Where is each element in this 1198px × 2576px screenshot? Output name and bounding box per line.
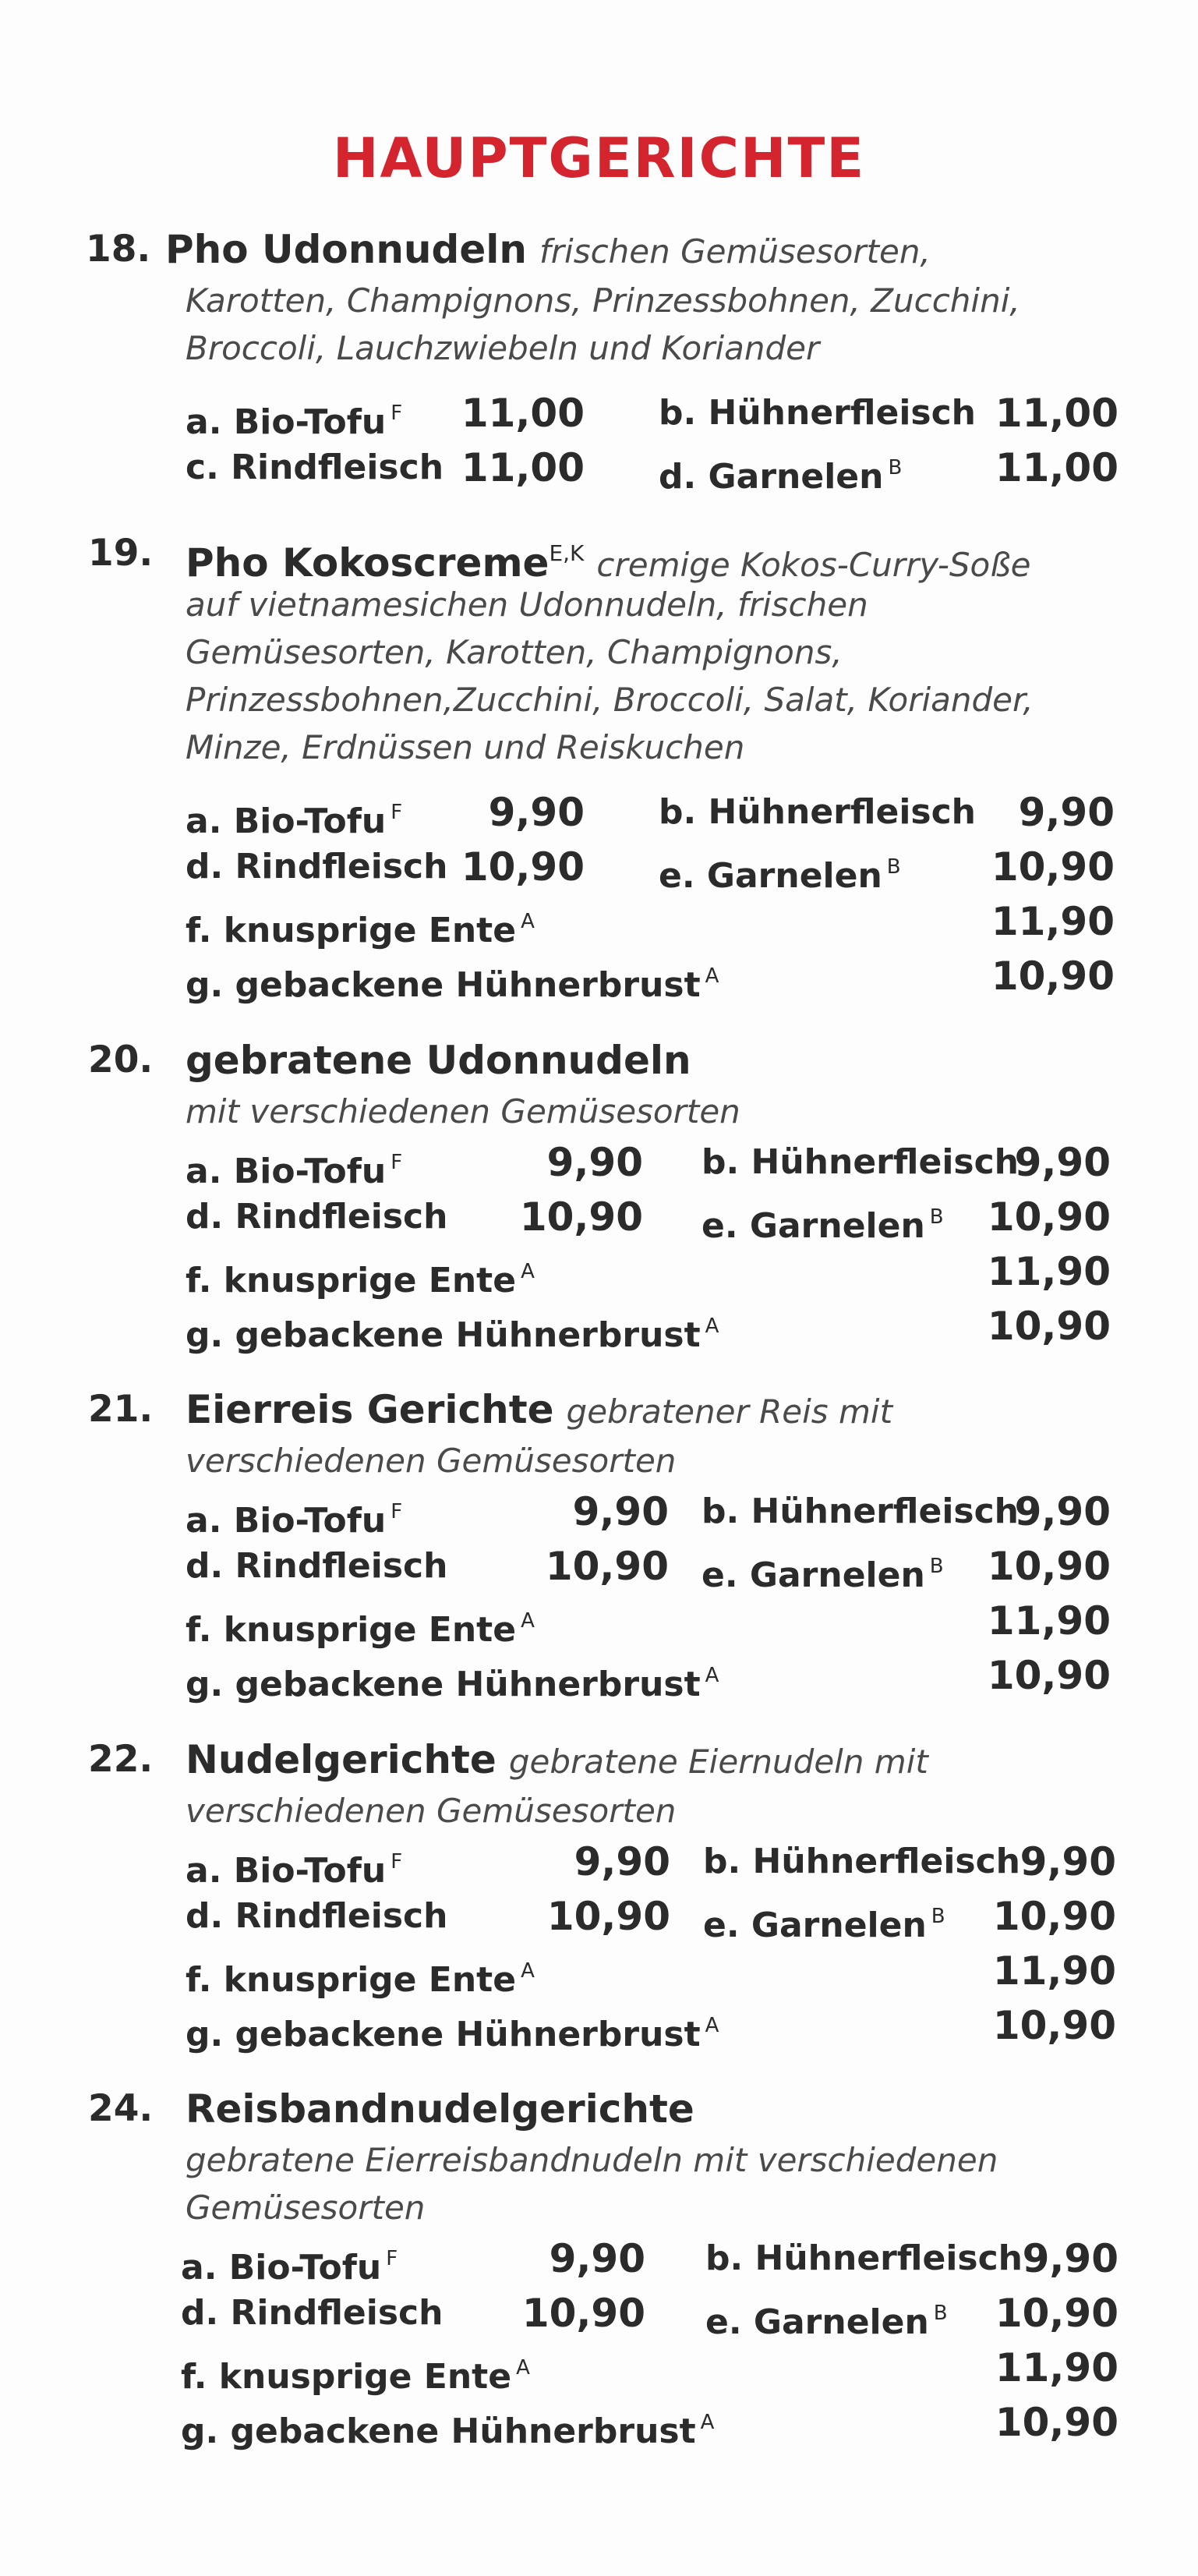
option-row xyxy=(0,1998,1198,2053)
option-price: 11,90 xyxy=(987,1598,1111,1644)
dish-description xyxy=(186,277,1121,372)
option-price: 10,90 xyxy=(987,1653,1111,1698)
option-name: a. Bio-Tofu xyxy=(186,1501,387,1541)
option-label xyxy=(659,441,902,504)
description-line: verschiedenen Gemüsesorten xyxy=(186,1442,677,1480)
option-label xyxy=(181,2395,714,2459)
allergen-code: B xyxy=(931,1905,945,1928)
description-line: mit verschiedenen Gemüsesorten xyxy=(186,1092,740,1131)
option-price: 11,00 xyxy=(461,391,585,436)
dish-description xyxy=(186,1437,1121,1484)
option-label xyxy=(186,1889,447,1944)
dish-number: 18. xyxy=(86,228,151,271)
dish-section xyxy=(0,2082,1198,2450)
option-name: f. knusprige Ente xyxy=(186,911,517,950)
description-line: gebratene Eierreisbandnudeln mit verschiedenen xyxy=(186,2141,998,2179)
allergen-code: A xyxy=(700,2411,715,2434)
option-price: 10,90 xyxy=(995,2400,1118,2445)
option-name: b. Hühnerfleisch xyxy=(703,1842,1020,1881)
dish-description-inline: gebratene Eiernudeln mit xyxy=(508,1743,928,1781)
option-row xyxy=(0,1944,1198,1998)
dish-header xyxy=(0,222,1198,277)
dish-header xyxy=(0,2082,1198,2136)
option-label xyxy=(186,1648,719,1712)
option-row xyxy=(0,386,1198,441)
option-row xyxy=(0,894,1198,949)
option-list xyxy=(0,1135,1198,1353)
dish-name-text: Eierreis Gerichte xyxy=(186,1387,554,1432)
option-name: f. knusprige Ente xyxy=(186,1610,517,1650)
dish-description xyxy=(186,581,1121,771)
option-label xyxy=(181,2286,443,2341)
option-price: 10,90 xyxy=(546,1894,670,1939)
option-list xyxy=(0,372,1198,495)
option-label xyxy=(186,441,444,495)
allergen-code: B xyxy=(888,456,903,479)
option-label xyxy=(701,1484,1019,1539)
allergen-code: A xyxy=(516,2356,530,2380)
option-label xyxy=(186,1299,719,1363)
option-price: 11,90 xyxy=(992,1948,1116,1994)
dish-number: 20. xyxy=(88,1039,154,1081)
option-name: b. Hühnerfleisch xyxy=(701,1142,1019,1182)
option-price: 9,90 xyxy=(546,1140,643,1185)
option-row xyxy=(0,2395,1198,2450)
description-line: verschiedenen Gemüsesorten xyxy=(186,1792,677,1830)
option-price: 11,90 xyxy=(987,1249,1111,1294)
dish-name-text: Reisbandnudelgerichte xyxy=(186,2086,694,2132)
option-price: 10,90 xyxy=(995,2291,1118,2336)
option-row xyxy=(0,2286,1198,2341)
dish-name-text: Pho Kokoscreme xyxy=(186,540,550,586)
dish-section xyxy=(0,526,1198,1003)
option-price: 10,90 xyxy=(545,1544,669,1589)
option-list xyxy=(0,2231,1198,2450)
option-row xyxy=(0,441,1198,495)
description-line: Gemüsesorten, Karotten, Champignons, xyxy=(186,633,843,671)
dish-name xyxy=(186,1737,497,1782)
option-label xyxy=(186,1190,447,1244)
option-row xyxy=(0,2341,1198,2395)
option-list xyxy=(0,1835,1198,2053)
option-name: e. Garnelen xyxy=(701,1555,925,1595)
option-name: a. Bio-Tofu xyxy=(186,801,387,841)
option-name: a. Bio-Tofu xyxy=(186,1152,387,1191)
option-label xyxy=(659,386,976,441)
dish-number: 21. xyxy=(88,1388,154,1431)
option-row xyxy=(0,840,1198,894)
description-line: auf vietnamesichen Udonnudeln, frischen xyxy=(186,586,868,624)
option-name: d. Rindfleisch xyxy=(186,1896,448,1936)
option-name: d. Garnelen xyxy=(659,457,884,497)
option-price: 10,90 xyxy=(992,2003,1116,2048)
allergen-code: A xyxy=(521,1260,535,1283)
option-row xyxy=(0,1835,1198,1889)
allergen-code: A xyxy=(521,1959,535,1983)
option-label xyxy=(703,1835,1020,1889)
allergen-code: A xyxy=(521,910,535,933)
option-price: 9,90 xyxy=(488,790,585,835)
option-list xyxy=(0,771,1198,1003)
dish-name xyxy=(186,1387,554,1432)
page-title: HAUPTGERICHTE xyxy=(332,126,866,190)
option-label xyxy=(186,949,719,1013)
allergen-code: A xyxy=(705,2014,719,2037)
allergen-code: F xyxy=(390,1151,403,1174)
option-name: a. Bio-Tofu xyxy=(181,2248,382,2288)
dish-description-inline: frischen Gemüsesorten, xyxy=(539,232,931,271)
option-row xyxy=(0,1135,1198,1190)
dish-description xyxy=(186,1787,1121,1835)
option-price: 11,00 xyxy=(461,445,585,490)
dish-description xyxy=(186,1088,1121,1135)
option-name: b. Hühnerfleisch xyxy=(701,1491,1019,1531)
option-price: 9,90 xyxy=(1020,1839,1116,1884)
option-name: a. Bio-Tofu xyxy=(186,1851,387,1891)
dish-name-text: Pho Udonnudeln xyxy=(165,227,527,272)
allergen-code: B xyxy=(929,1555,944,1578)
description-line: Gemüsesorten xyxy=(186,2189,426,2227)
option-name: d. Rindfleisch xyxy=(181,2293,444,2333)
dish-section xyxy=(0,1382,1198,1703)
option-name: g. gebackene Hühnerbrust xyxy=(186,965,701,1005)
option-price: 10,90 xyxy=(987,1544,1111,1589)
dish-number: 24. xyxy=(88,2087,154,2130)
option-name: b. Hühnerfleisch xyxy=(659,792,976,832)
description-line: Karotten, Champignons, Prinzessbohnen, Zucchini, xyxy=(186,281,1020,320)
option-price: 11,00 xyxy=(995,391,1118,436)
dish-header xyxy=(0,1033,1198,1088)
option-price: 10,90 xyxy=(991,844,1115,890)
option-name: d. Rindfleisch xyxy=(186,1197,448,1237)
dish-name xyxy=(186,1038,691,1083)
option-row xyxy=(0,1244,1198,1299)
option-label xyxy=(186,840,447,894)
allergen-code: B xyxy=(929,1205,944,1229)
option-name: e. Garnelen xyxy=(701,1206,925,1246)
option-label xyxy=(701,1135,1019,1190)
dish-name xyxy=(165,227,527,272)
option-row xyxy=(0,949,1198,1003)
option-price: 9,90 xyxy=(574,1839,670,1884)
option-row xyxy=(0,1190,1198,1244)
option-name: a. Bio-Tofu xyxy=(186,402,387,442)
option-row xyxy=(0,2231,1198,2286)
option-name: g. gebackene Hühnerbrust xyxy=(186,1665,701,1704)
option-price: 11,90 xyxy=(991,899,1115,944)
option-row xyxy=(0,1889,1198,1944)
option-row xyxy=(0,1539,1198,1594)
allergen-code: B xyxy=(933,2302,948,2325)
dish-header xyxy=(0,526,1198,586)
option-label xyxy=(705,2231,1023,2286)
dish-section xyxy=(0,222,1198,495)
option-name: d. Rindfleisch xyxy=(186,1546,448,1586)
dish-description-inline: gebratener Reis mit xyxy=(566,1392,893,1431)
option-price: 9,90 xyxy=(572,1489,669,1534)
option-name: f. knusprige Ente xyxy=(181,2357,512,2397)
option-row xyxy=(0,1484,1198,1539)
allergen-code: A xyxy=(705,1315,719,1338)
dish-allergen-codes: E,K xyxy=(549,540,585,566)
option-label xyxy=(186,1539,447,1594)
option-name: e. Garnelen xyxy=(705,2302,929,2342)
option-price: 10,90 xyxy=(987,1304,1111,1349)
option-price: 10,90 xyxy=(991,954,1115,999)
option-label xyxy=(659,785,976,840)
option-price: 10,90 xyxy=(461,844,585,890)
allergen-code: F xyxy=(386,2247,398,2270)
option-name: g. gebackene Hühnerbrust xyxy=(186,1315,701,1355)
allergen-code: A xyxy=(705,964,719,988)
dish-number: 22. xyxy=(88,1738,154,1781)
dish-name xyxy=(186,2086,694,2132)
dish-description-inline: cremige Kokos-Curry-Soße xyxy=(596,546,1031,584)
option-name: b. Hühnerfleisch xyxy=(705,2238,1023,2278)
description-line: Minze, Erdnüssen und Reiskuchen xyxy=(186,728,745,766)
option-row xyxy=(0,785,1198,840)
dish-name xyxy=(186,540,584,586)
option-price: 10,90 xyxy=(519,1194,643,1240)
option-name: e. Garnelen xyxy=(703,1905,927,1945)
allergen-code: B xyxy=(886,855,901,879)
description-line: Prinzessbohnen,Zucchini, Broccoli, Salat, Koriander, xyxy=(186,681,1034,719)
option-price: 10,90 xyxy=(987,1194,1111,1240)
option-price: 11,00 xyxy=(995,445,1118,490)
option-row xyxy=(0,1299,1198,1353)
option-name: f. knusprige Ente xyxy=(186,1261,517,1300)
allergen-code: F xyxy=(390,1500,403,1523)
option-price: 9,90 xyxy=(1014,1140,1111,1185)
option-name: e. Garnelen xyxy=(659,856,882,896)
allergen-code: F xyxy=(390,1850,403,1874)
option-row xyxy=(0,1594,1198,1648)
dish-name-text: gebratene Udonnudeln xyxy=(186,1038,691,1083)
option-price: 10,90 xyxy=(992,1894,1116,1939)
dish-description xyxy=(186,2136,1121,2231)
option-name: g. gebackene Hühnerbrust xyxy=(186,2015,701,2054)
dish-name-text: Nudelgerichte xyxy=(186,1737,497,1782)
option-price: 10,90 xyxy=(521,2291,645,2336)
allergen-code: F xyxy=(390,402,403,425)
option-name: b. Hühnerfleisch xyxy=(659,393,976,433)
option-row xyxy=(0,1648,1198,1703)
allergen-code: A xyxy=(521,1609,535,1633)
allergen-code: A xyxy=(705,1664,719,1687)
dish-section xyxy=(0,1732,1198,2053)
dish-header xyxy=(0,1382,1198,1437)
option-list xyxy=(0,1484,1198,1703)
option-name: d. Rindfleisch xyxy=(186,847,448,886)
dish-header xyxy=(0,1732,1198,1787)
option-name: f. knusprige Ente xyxy=(186,1960,517,2000)
description-line: Broccoli, Lauchzwiebeln und Koriander xyxy=(186,329,820,367)
option-price: 9,90 xyxy=(549,2236,645,2281)
option-price: 9,90 xyxy=(1018,790,1115,835)
option-price: 9,90 xyxy=(1014,1489,1111,1534)
dish-number: 19. xyxy=(88,532,154,575)
option-name: g. gebackene Hühnerbrust xyxy=(181,2411,696,2451)
option-label xyxy=(186,1998,719,2062)
allergen-code: F xyxy=(390,801,403,824)
option-price: 11,90 xyxy=(995,2345,1118,2390)
option-price: 9,90 xyxy=(1022,2236,1118,2281)
dish-section xyxy=(0,1033,1198,1353)
option-name: c. Rindfleisch xyxy=(186,448,444,487)
